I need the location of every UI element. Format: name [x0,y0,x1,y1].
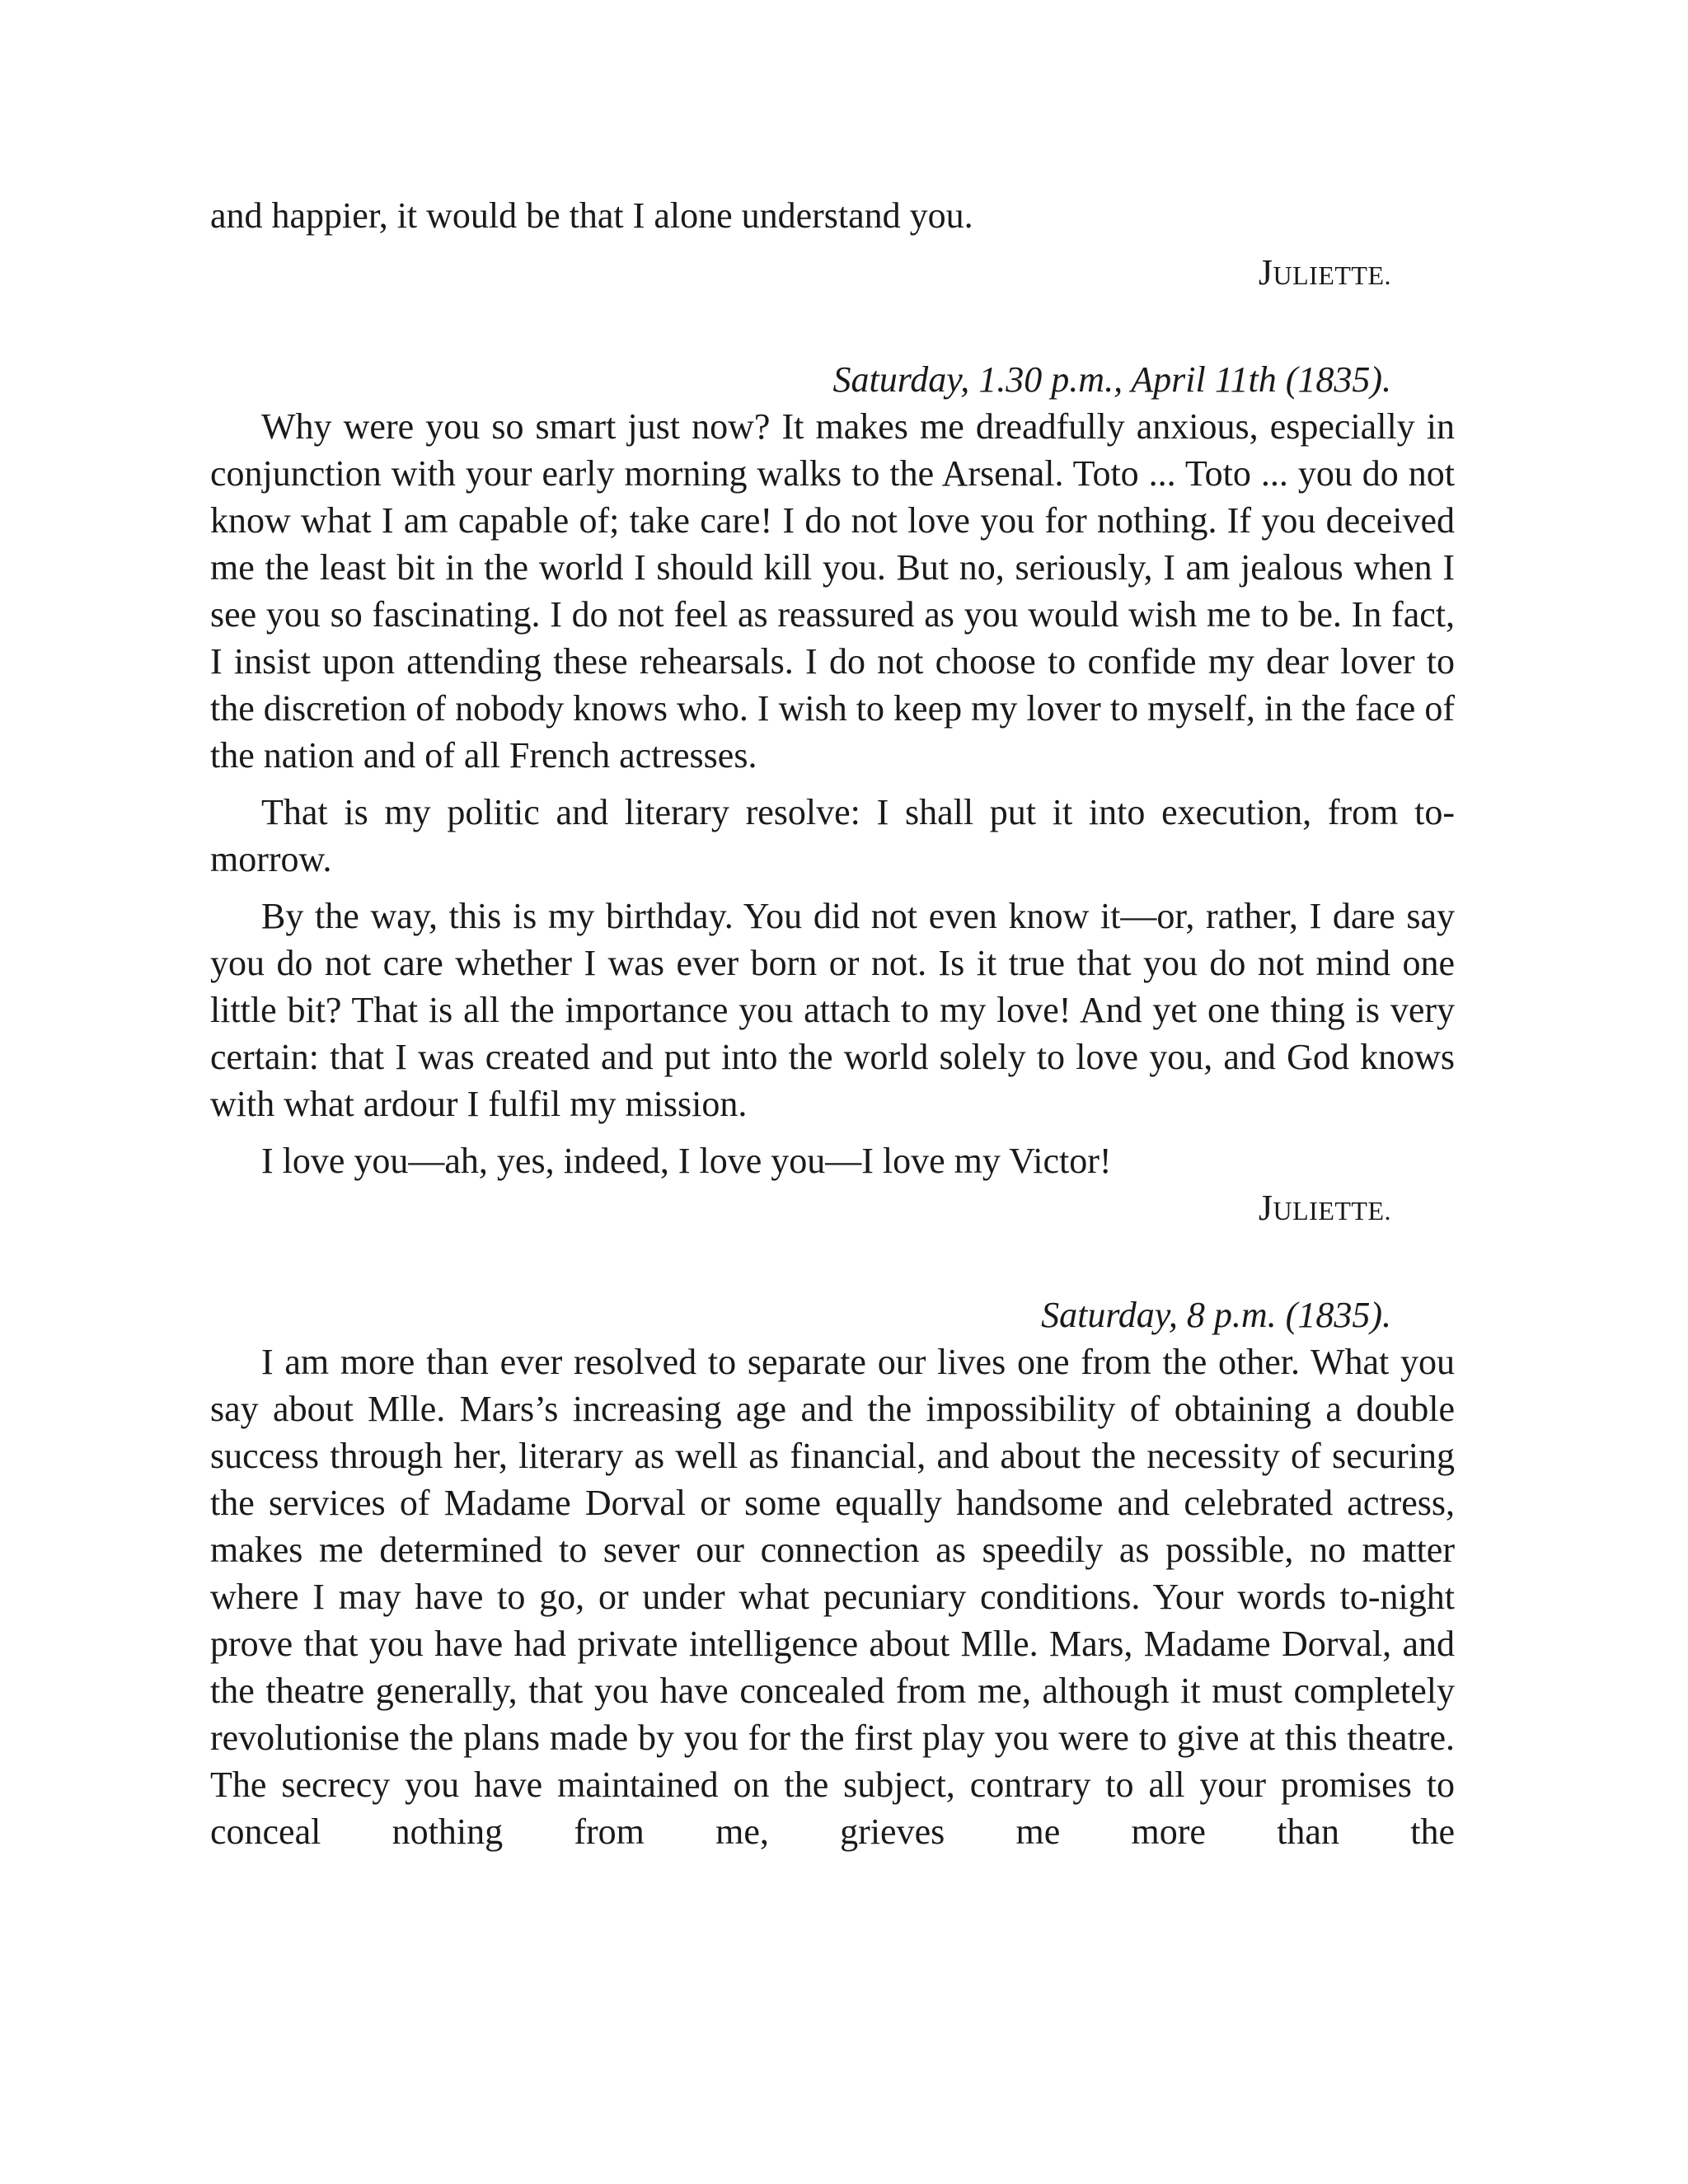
dateline-saturday-8pm: Saturday, 8 p.m. (1835). [1041,1295,1391,1335]
paragraph: I love you—ah, yes, indeed, I love you—I love my Victor! [261,1141,1112,1181]
dateline-april-11: Saturday, 1.30 p.m., April 11th (1835). [832,359,1391,400]
paragraph-continuation: and happier, it would be that I alone understand you. [210,195,973,236]
signature-juliette-1 [210,249,1455,299]
paragraph: By the way, this is my birthday. You did not even know it—or, rather, I dare say you do not care whether I was ever born or not. Is it true that you do not mind one little bit? That is all the importance you attach to my love! And yet one thing is very certain: that I was created and put into the world solely to love you, and God knows with what ardour I fulfil my mission. [210,896,1455,1124]
signature-rest: ULIETTE. [1273,260,1391,290]
letter-separator [210,1235,1455,1291]
letter-separator [210,299,1455,356]
signature-rest: ULIETTE. [1273,1196,1391,1226]
signature-juliette-2 [210,1184,1455,1235]
signature-initial: J [1258,252,1273,293]
paragraph: That is my politic and literary resolve: I shall put it into execution, from to-morrow. [210,792,1455,879]
paragraph: I am more than ever resolved to separate our lives one from the other. What you say about Mlle. Mars’s increasing age and the impossibility of obtaining a double success through her, literary as well as financial, and about the necessity of securing the services of Madame Dorval or some equally handsome and celebrated actress, makes me determined to sever our connection as speedily as possible, no matter where I may have to go, or under what pecuniary conditions. Your words to-night prove that you have had private intelligence about Mlle. Mars, Madame Dorval, and the theatre generally, that you have concealed from me, although it must completely revolutionise the plans made by you for the first play you were to give at this theatre. The secrecy you have maintained on the subject, contrary to all your promises to conceal nothing from me, grieves me more than the [210,1342,1455,1852]
signature-initial: J [1258,1188,1273,1228]
page-body [210,192,1455,1865]
paragraph: Why were you so smart just now? It makes me dreadfully anxious, especially in conjunction with your early morning walks to the Arsenal. Toto ... Toto ... you do not know what I am capable of; take care! I do not love you for nothing. If you deceived me the least bit in the world I should kill you. But no, seriously, I am jealous when I see you so fascinating. I do not feel as reassured as you would wish me to be. In fact, I insist upon attending these rehearsals. I do not choose to confide my dear lover to the discretion of nobody knows who. I wish to keep my lover to myself, in the face of the nation and of all French actresses. [210,406,1455,776]
